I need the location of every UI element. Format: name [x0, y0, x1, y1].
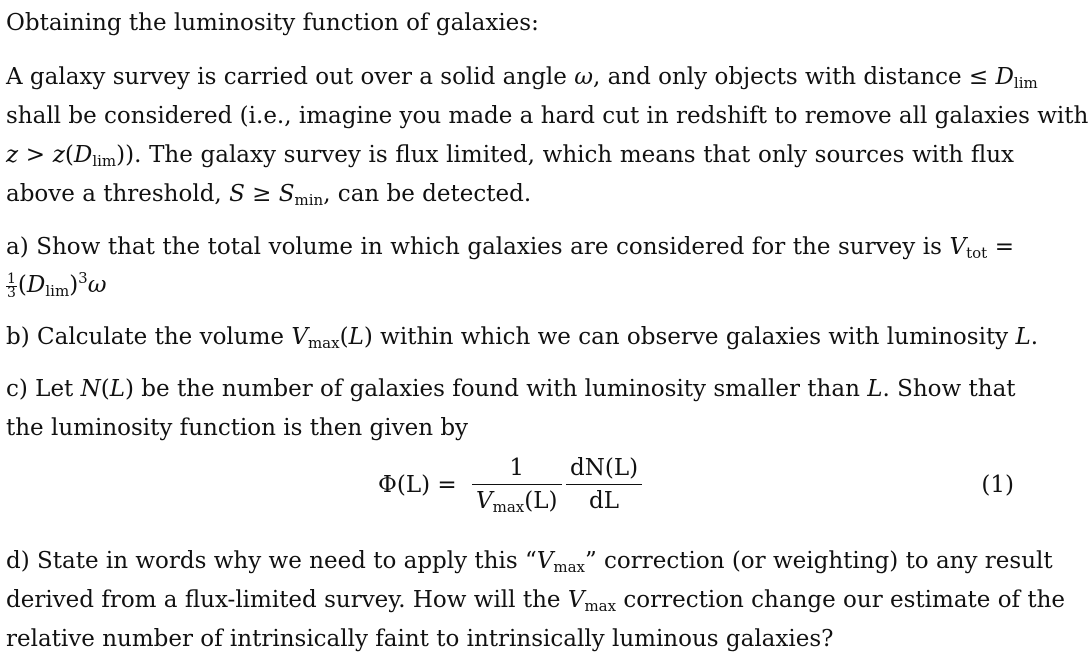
equation-number: (1) [981, 472, 1014, 498]
luminosity-function-equation [6, 452, 1014, 524]
part-a-line-2: $\frac{1}{3}$ $(D_{lim})^3\omega$ [7, 269, 107, 301]
equation-lhs: Φ(L) = [378, 472, 457, 498]
part-c-line-1: c) Let N(L) be the number of galaxies found with luminosity smaller than L. Show that [6, 376, 1016, 402]
intro-line-3: $z > z(D_{lim})$). The galaxy survey is flux limited, which means that only sources with flux [6, 142, 1014, 170]
part-c-line-2: the luminosity function is then given by [6, 415, 469, 441]
part-d-line-1: d) State in words why we need to apply this “$V_{max}$” correction (or weighting) to any result [6, 548, 1053, 576]
part-d-line-2: derived from a flux-limited survey. How will the $V_{max}$ correction change our estimate of the [6, 587, 1066, 615]
intro-line-4: above a threshold, $S \ge S_{min}$, can be detected. [6, 181, 532, 209]
heading: Obtaining the luminosity function of galaxies: [6, 10, 539, 36]
part-d-line-3: relative number of intrinsically faint to intrinsically luminous galaxies? [6, 626, 834, 652]
intro-line-1: A galaxy survey is carried out over a solid angle ω, and only objects with distance ≤ $D_{lim}$ [6, 64, 1038, 92]
one-third-fraction: $\frac{1}{3}$ [7, 270, 16, 301]
intro-line-2: shall be considered (i.e., imagine you made a hard cut in redshift to remove all galaxies with [6, 103, 1088, 129]
equation-fraction-2: dN(L) dL [566, 452, 642, 517]
equation-fraction-1: 1 $V_{max}(L)$ [472, 452, 562, 517]
part-a-line-1: a) Show that the total volume in which galaxies are considered for the survey is $V_{tot}$ = [6, 234, 1014, 262]
part-b-line: b) Calculate the volume $V_{max}(L)$ within which we can observe galaxies with luminosity L. [6, 324, 1039, 352]
